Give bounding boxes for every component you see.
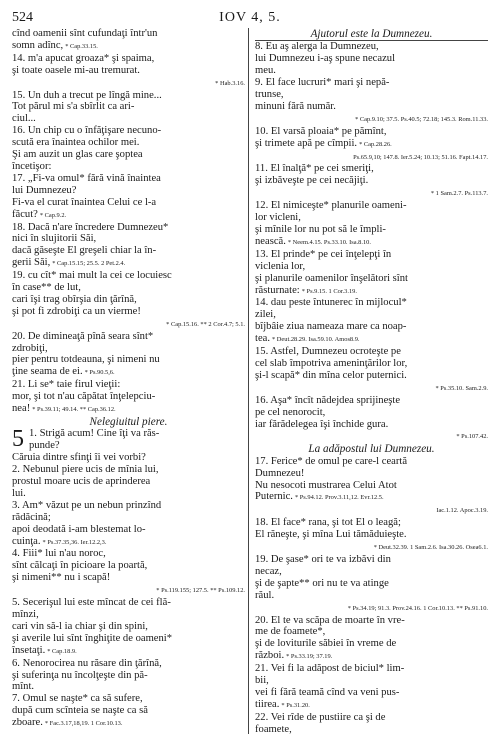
verse-line — [12, 53, 245, 65]
verse-line — [255, 602, 488, 615]
verse-text: 15. Un duh a trecut pe lîngă mine... — [12, 89, 162, 101]
verse-line — [12, 185, 245, 197]
cross-reference: * Deut.28.29. Isa.59.10. Amos8.9. — [272, 336, 360, 344]
verse-text: 21. Vei fi la adăpost de biciul* lim- — [255, 663, 405, 675]
cross-reference: * Ps.107.42. — [456, 433, 488, 441]
verse-line — [255, 175, 488, 187]
verse-text: necaz, — [255, 565, 282, 577]
verse-text: vei fi fără teamă cînd va veni pus- — [255, 686, 400, 698]
verse-line — [12, 209, 245, 222]
verse-text: şi toate oasele mi-au tremurat. — [12, 64, 140, 76]
verse-text: punde? — [29, 440, 60, 452]
verse-line — [255, 309, 488, 321]
verse-text: lui. — [12, 487, 26, 499]
verse-line — [12, 609, 245, 621]
verse-text: în case** de lut, — [12, 282, 81, 294]
verse-line — [12, 101, 245, 113]
verse-line — [255, 468, 488, 480]
verse-line — [255, 407, 488, 419]
verse-line — [12, 245, 245, 257]
verse-line — [12, 366, 245, 379]
verse-text: 19. cu cît* mai mult la cei ce locuiesc — [12, 270, 172, 282]
verse-line — [255, 370, 488, 382]
verse-line — [255, 333, 488, 346]
verse-line — [12, 331, 245, 343]
cross-reference: * Ps.34.19; 91.3. Prov.24.16. 1 Cor.10.13. ** Ps.91.10. — [347, 604, 488, 612]
verse-text: 14. m'a apucat groaza* şi spaima, — [12, 52, 155, 64]
cross-reference: * Ps.33.19; 37.19. — [286, 653, 333, 661]
cross-reference: * Neem.4.15. Ps.33.10. Isa.8.10. — [287, 238, 371, 246]
section-heading: La adăpostul lui Dumnezeu. — [308, 443, 435, 456]
verse-text: mînt. — [12, 681, 35, 693]
verse-line — [12, 77, 245, 90]
verse-line — [255, 224, 488, 236]
verse-line — [255, 187, 488, 200]
page-number: 524 — [12, 10, 33, 25]
verse-text: 13. El prinde* pe cei înţelepţi în — [255, 248, 392, 260]
verse-line — [255, 261, 488, 273]
verse-text: gerii Săi, — [12, 257, 51, 269]
verse-text: viclenia lor, — [255, 260, 306, 272]
verse-text: însetaţi. — [12, 644, 46, 656]
cross-reference: * Cap.18.9. — [47, 647, 77, 655]
verse-text: apoi deodată i-am blestemat lo- — [12, 523, 146, 535]
verse-text: lui Dumnezeu? — [12, 184, 77, 196]
verse-line — [255, 249, 488, 261]
verse-text: Tot părul mi s'a sbîrlit ca ari- — [12, 101, 135, 113]
verse-text: 10. El varsă ploaia* pe pămînt, — [255, 125, 387, 137]
verse-line — [12, 161, 245, 173]
verse-line — [12, 306, 245, 318]
verse-line — [255, 566, 488, 578]
cross-reference: * Deut.32.39. 1 Sam.2.6. Isa.30.26. Osea6.1. — [373, 544, 488, 552]
verse-text: nea! — [12, 403, 31, 415]
verse-text: cari vin să-l ia chiar şi din spini, — [12, 620, 148, 632]
verse-line — [255, 615, 488, 627]
verse-line — [12, 536, 245, 549]
left-column — [12, 28, 245, 730]
verse-line — [255, 358, 488, 370]
verse-text: me de foamete*, — [255, 626, 326, 638]
verse-line — [255, 163, 488, 175]
cross-reference: * Ps.119.155; 127.5. ** Ps.109.12. — [156, 587, 245, 595]
verse-line — [255, 346, 488, 358]
verse-line — [255, 101, 488, 113]
verse-text: dacă găseşte El greşeli chiar la în- — [12, 245, 157, 257]
verse-line — [255, 89, 488, 101]
verse-line — [12, 524, 245, 536]
cross-reference: * Ps.31.20. — [281, 701, 310, 709]
verse-text: Nu nesocoti mustrarea Celui Atot — [255, 479, 397, 491]
cross-reference: * Hab.3.16. — [215, 79, 245, 87]
cross-reference: * Fac.3.17,18,19. 1 Cor.10.13. — [44, 720, 123, 728]
verse-line — [255, 126, 488, 138]
verse-line — [255, 53, 488, 65]
verse-line — [12, 125, 245, 137]
verse-text: 17. „Fi-va omul* fără vină înaintea — [12, 172, 161, 184]
verse-text: 16. Un chip cu o înfăţişare necuno- — [12, 125, 162, 137]
verse-line — [255, 77, 488, 89]
verse-line — [12, 28, 245, 40]
verse-text: zboare. — [12, 717, 43, 729]
verse-line — [12, 113, 245, 125]
cross-reference: * Cap.9.10; 37.5. Ps.40.5; 72.18; 145.3. Rom.11.33. — [355, 115, 488, 123]
verse-text: zdrobiţi, — [12, 342, 48, 354]
verse-text: după cum scînteia se naşte ca să — [12, 705, 148, 717]
verse-line — [12, 464, 245, 476]
verse-line — [255, 41, 488, 53]
verse-line — [255, 699, 488, 712]
verse-text: minuni fără număr. — [255, 100, 336, 112]
verse-text: Căruia dintre sfinţi îi vei vorbi? — [12, 452, 146, 464]
verse-text: şi mînile lor nu pot să le împli- — [255, 224, 386, 235]
verse-text: pe cel nenorocit, — [255, 406, 326, 418]
verse-text: răsturnate: — [255, 284, 300, 296]
verse-line — [255, 541, 488, 554]
verse-line — [255, 65, 488, 77]
verse-line — [12, 633, 245, 645]
verse-text: Puternic. — [255, 491, 293, 503]
verse-text: şi trimete apă pe cîmpii. — [255, 137, 358, 149]
verse-text: El răneşte, şi mîna Lui tămăduieşte. — [255, 529, 407, 541]
verse-text: şi de şapte** ori nu te va atinge — [255, 577, 389, 589]
verse-line — [255, 395, 488, 407]
cross-reference: * Cap.15.15; 25.5. 2 Pet.2.4. — [52, 260, 126, 268]
verse-line — [255, 480, 488, 492]
cross-reference: * Ps.35.10. Sam.2.9. — [435, 384, 488, 392]
verse-text: 21. Li se* taie firul vieţii: — [12, 379, 121, 391]
verse-line — [255, 650, 488, 663]
verse-line — [255, 212, 488, 224]
verse-text: şi averile lui sînt înghiţite de oameni* — [12, 632, 173, 644]
verse-line — [12, 173, 245, 185]
verse-line — [255, 491, 488, 504]
verse-line — [12, 343, 245, 355]
verse-line — [12, 403, 245, 416]
verse-text: trunse, — [255, 89, 284, 101]
verse-line — [255, 456, 488, 468]
cross-reference: Ps.65.9,10; 147.8. Ier.5.24; 10.13; 51.16. Fapt.14.17. — [353, 153, 488, 161]
verse-text: mor, şi tot n'au căpătat înţelepciu- — [12, 391, 156, 403]
verse-line — [255, 663, 488, 675]
verse-line — [255, 200, 488, 212]
verse-line — [12, 621, 245, 633]
verse-line — [255, 321, 488, 333]
verse-line — [255, 517, 488, 529]
verse-line — [12, 597, 245, 609]
verse-text: încetişor: — [12, 160, 52, 172]
verse-line — [12, 222, 245, 234]
verse-text: 9. El face lucruri* mari şi nepă- — [255, 77, 390, 89]
verse-text: 18. Dacă n'are încredere Dumnezeu* — [12, 221, 169, 233]
verse-line — [12, 500, 245, 512]
verse-line — [12, 257, 245, 270]
verse-text: 18. El face* rana, şi tot El o leagă; — [255, 517, 401, 529]
verse-text: foamete, — [255, 723, 292, 735]
verse-text: şi planurile oamenilor înşelători sînt — [255, 272, 408, 284]
verse-text: lor vicleni, — [255, 212, 301, 224]
right-column — [255, 28, 488, 736]
verse-text: 20. De dimineaţă pînă seara sînt* — [12, 330, 154, 342]
cross-reference: * Cap.28.26. — [359, 140, 392, 148]
verse-line — [255, 638, 488, 650]
cross-reference: * 1 Sam.2.7. Ps.113.7. — [430, 190, 488, 198]
verse-text: 6. Nenorocirea nu răsare din ţărînă, — [12, 657, 162, 669]
verse-line — [255, 724, 488, 736]
verse-line — [12, 391, 245, 403]
verse-line — [255, 297, 488, 309]
cross-reference: Iac.1.12. Apoc.3.19. — [436, 507, 488, 515]
verse-line — [12, 270, 245, 282]
chapter-number: 5 — [12, 426, 24, 453]
verse-text: Fi-va el curat înaintea Celui ce l-a — [12, 196, 157, 208]
verse-line — [255, 382, 488, 395]
verse-line — [12, 681, 245, 693]
verse-line — [12, 548, 245, 560]
verse-text: meu. — [255, 65, 276, 77]
verse-text: 16. Aşa* încît nădejdea sprijineşte — [255, 394, 401, 406]
verse-line — [255, 138, 488, 151]
verse-line — [12, 354, 245, 366]
verse-text: şi suferinţa nu încolţeşte din pă- — [12, 669, 148, 681]
verse-line — [255, 712, 488, 724]
verse-line — [255, 430, 488, 443]
cross-reference: * Cap.15.16. ** 2 Cor.4.7; 5.1. — [166, 320, 245, 328]
verse-text: ţine seama de ei. — [12, 366, 83, 378]
verse-line — [255, 151, 488, 164]
verse-line — [12, 512, 245, 524]
verse-text: cînd oamenii sînt cufundaţi într'un — [12, 28, 158, 39]
verse-line — [12, 282, 245, 294]
verse-text: şi pot fi zdrobiţi ca un vierme! — [12, 305, 141, 317]
verse-text: făcut? — [12, 208, 38, 220]
verse-line — [255, 419, 488, 431]
verse-text: 12. El nimiceşte* planurile oameni- — [255, 200, 407, 212]
verse-text: cari îşi trag obîrşia din ţărînă, — [12, 293, 137, 305]
verse-line — [12, 658, 245, 670]
verse-line — [255, 285, 488, 298]
verse-text: tea. — [255, 333, 270, 345]
verse-text: 4. Fiii* lui n'au noroc, — [12, 548, 106, 560]
verse-text: bîjbâie ziua nameaza mare ca noap- — [255, 321, 407, 333]
verse-line — [12, 440, 245, 452]
verse-text: mînzi, — [12, 609, 39, 620]
verse-line — [12, 233, 245, 245]
verse-line — [255, 113, 488, 126]
verse-line — [12, 197, 245, 209]
verse-text: nici în slujitorii Săi, — [12, 233, 97, 245]
verse-text: somn adînc, — [12, 39, 64, 51]
verse-line — [12, 137, 245, 149]
column-divider — [248, 28, 249, 734]
verse-text: cuinţa. — [12, 535, 41, 547]
verse-line — [12, 693, 245, 705]
verse-text: 14. dau peste întunerec în mijlocul* — [255, 297, 407, 309]
verse-text: lui Dumnezeu i-aş spune necazul — [255, 53, 396, 65]
verse-line — [12, 717, 245, 730]
verse-line — [12, 645, 245, 658]
verse-text: scută era înaintea ochilor mei. — [12, 137, 140, 149]
verse-text: răul. — [255, 589, 275, 601]
verse-text: iar fărădelegea îşi închide gura. — [255, 418, 389, 430]
verse-line — [12, 476, 245, 488]
verse-text: 17. Ferice* de omul pe care-l ceartă — [255, 455, 408, 467]
verse-line — [12, 294, 245, 306]
verse-line — [255, 236, 488, 249]
verse-text: sînt călcaţi în picioare la poartă, — [12, 560, 148, 572]
verse-text: nească. — [255, 235, 286, 247]
verse-text: 2. Nebunul piere ucis de mînia lui, — [12, 464, 159, 476]
verse-text: bii, — [255, 675, 269, 687]
verse-line — [12, 452, 245, 464]
verse-line — [255, 590, 488, 602]
cross-reference: * Ps.9.15. 1 Cor.3.19. — [301, 287, 357, 295]
verse-line — [12, 318, 245, 331]
cross-reference: * Cap.9.2. — [39, 211, 67, 219]
verse-text: zilei, — [255, 309, 276, 321]
verse-text: 7. Omul se naşte* ca să sufere, — [12, 693, 143, 705]
verse-text: şi izbăveşte pe cei necăjiţi. — [255, 175, 369, 187]
verse-text: rădăcină; — [12, 511, 51, 523]
verse-line — [255, 578, 488, 590]
verse-line — [255, 675, 488, 687]
verse-line — [12, 90, 245, 102]
verse-text: 1. Strigă acum! Cine îţi va răs- — [29, 428, 160, 440]
verse-text: 19. De şase* ori te va izbăvi din — [255, 553, 391, 565]
verse-line — [255, 554, 488, 566]
verse-line — [255, 529, 488, 541]
verse-line — [12, 149, 245, 161]
verse-line — [12, 572, 245, 584]
verse-line — [12, 560, 245, 572]
verse-text: şi nimeni** nu i scapă! — [12, 572, 111, 584]
verse-line — [12, 65, 245, 77]
verse-text: 5. Secerişul lui este mîncat de cei flă- — [12, 597, 171, 609]
cross-reference: * Ps.39.11; 49.14. ** Cap.36.12. — [32, 406, 116, 414]
cross-reference: * Cap.33.15. — [65, 42, 98, 50]
section-heading: Ajutorul este la Dumnezeu. — [255, 28, 488, 41]
cross-reference: * Ps.37.35,36. Ier.12.2,3. — [42, 538, 107, 546]
verse-line — [255, 626, 488, 638]
cross-reference: * Ps.90.5,6. — [84, 369, 115, 377]
verse-text: Dumnezeu! — [255, 467, 305, 479]
verse-text: război. — [255, 650, 285, 662]
verse-text: şi de loviturile săbiei în vreme de — [255, 638, 397, 650]
verse-text: 15. Astfel, Dumnezeu ocroteşte pe — [255, 346, 401, 358]
verse-line — [12, 488, 245, 500]
verse-line — [255, 273, 488, 285]
verse-text: tiirea. — [255, 698, 280, 710]
verse-line — [12, 670, 245, 682]
verse-text: 11. El înalţă* pe cei smeriţi, — [255, 163, 374, 175]
verse-line — [255, 504, 488, 517]
running-head: IOV 4, 5. — [219, 10, 281, 25]
cross-reference: * Ps.94.12. Prov.3.11,12. Evr.12.5. — [294, 494, 384, 502]
verse-line — [12, 705, 245, 717]
verse-text: pier pentru totdeauna, şi nimeni nu — [12, 354, 160, 366]
page-header — [12, 10, 488, 26]
verse-text: 20. El te va scăpa de moarte în vre- — [255, 614, 405, 626]
verse-text: prostul moare ucis de aprinderea — [12, 476, 151, 488]
section-heading: Nelegiuitul piere. — [89, 416, 168, 428]
verse-line — [255, 687, 488, 699]
verse-text: ciul... — [12, 113, 36, 125]
verse-text: 8. Eu aş alerga la Dumnezeu, — [255, 41, 379, 53]
verse-line — [12, 379, 245, 391]
verse-text: Şi am auzit un glas care şoptea — [12, 149, 143, 161]
verse-text: 3. Am* văzut pe un nebun prinzînd — [12, 499, 162, 511]
verse-line — [12, 40, 245, 53]
verse-text: şi-l scapă* din mîna celor puternici. — [255, 369, 407, 381]
verse-line — [12, 584, 245, 597]
verse-text: 22. Vei rîde de pustiire ca şi de — [255, 711, 386, 723]
verse-text: cel slab împotriva ameninţărilor lor, — [255, 357, 408, 369]
